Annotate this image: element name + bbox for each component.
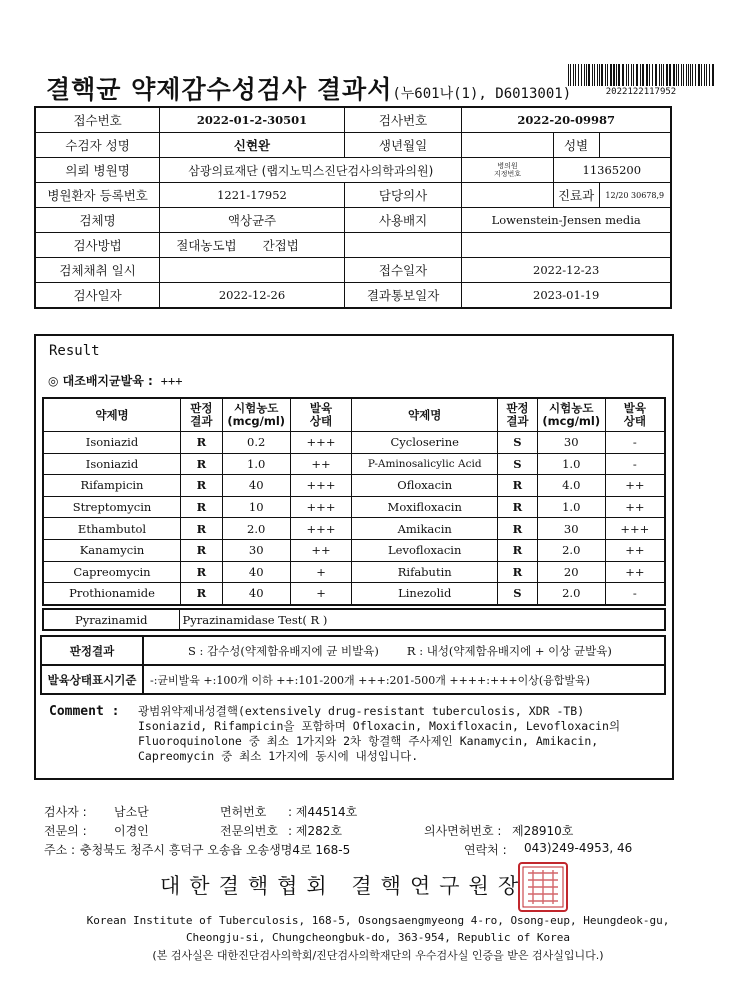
barcode-bar	[690, 64, 691, 86]
barcode-bar	[649, 64, 650, 86]
drug-conc: 20	[537, 561, 605, 583]
barcode-bar	[692, 64, 693, 86]
drug-result: S	[498, 453, 538, 475]
result-title: Result	[49, 343, 100, 359]
barcode-bar	[631, 64, 632, 86]
drug-conc: 30	[537, 432, 605, 454]
barcode-bar	[607, 64, 608, 86]
specimen: 액상균주	[160, 208, 345, 233]
official-seal-stamp	[518, 862, 568, 912]
barcode-bar	[709, 64, 710, 86]
drug-conc: 30	[537, 518, 605, 540]
patient-name-label: 수검자 성명	[35, 133, 160, 158]
drug-result: R	[181, 475, 223, 497]
specimen-label: 검체명	[35, 208, 160, 233]
barcode-bar	[640, 64, 641, 86]
drug-name: Rifabutin	[352, 561, 498, 583]
growth-legend-label: 발육상태표시기준	[41, 665, 143, 694]
title-text: 결핵균 약제감수성검사 결과서	[46, 75, 393, 104]
comment-label: Comment :	[49, 704, 120, 719]
drug-result: R	[181, 583, 223, 605]
drug-result: R	[181, 453, 223, 475]
drug-growth: +	[290, 561, 352, 583]
institution-no-label	[462, 158, 553, 183]
header-judgment	[498, 398, 538, 432]
drug-conc: 10	[222, 496, 290, 518]
patient-name: 신현완	[160, 133, 345, 158]
drug-result: R	[181, 518, 223, 540]
doctor	[462, 183, 553, 208]
pyrazinamid-value: Pyrazinamidase Test( R )	[179, 609, 665, 630]
drug-name: Ethambutol	[43, 518, 181, 540]
doctor-license-label: 의사면허번호 :	[424, 824, 502, 838]
drug-result: R	[181, 561, 223, 583]
drug-name: Capreomycin	[43, 561, 181, 583]
drug-growth: ++	[605, 475, 665, 497]
receipt-no: 2022-01-2-30501	[160, 107, 345, 133]
judgment-legend	[143, 636, 665, 665]
drug-name: Linezolid	[352, 583, 498, 605]
drug-table	[42, 397, 666, 606]
license: : 제44514호	[288, 805, 358, 819]
barcode-bar	[673, 64, 675, 86]
judgment-legend-s: S : 감수성(약제함유배지에 균 비발육)	[188, 643, 379, 658]
table-row	[43, 561, 665, 583]
drug-conc: 2.0	[537, 583, 605, 605]
test-date-label: 검사일자	[35, 283, 160, 309]
table-row	[43, 583, 665, 605]
info-row	[35, 283, 671, 309]
drug-conc: 1.0	[537, 453, 605, 475]
barcode-bar	[586, 64, 587, 86]
test-no: 2022-20-09987	[462, 107, 671, 133]
barcode-bar	[610, 64, 612, 86]
institution-name: 대한결핵협회 결핵연구원장	[160, 874, 528, 898]
judgment-legend-r: R : 내성(약제함유배지에 + 이상 균발육)	[406, 643, 612, 658]
sex-label: 성별	[553, 133, 599, 158]
legend-table	[40, 635, 666, 695]
receipt-date: 2022-12-23	[462, 258, 671, 283]
comment-line: Fluoroquinolone 중 최소 1가지와 2차 항결핵 주사제인 Kanamycin, Amikacin,	[138, 734, 599, 748]
english-address-line: Cheongju-si, Chungcheongbuk-do, 363-954, Republic of Korea	[185, 931, 571, 944]
drug-conc: 4.0	[537, 475, 605, 497]
barcode-bar	[581, 64, 582, 86]
header-line: 결과	[190, 414, 213, 428]
comment-line: Capreomycin 중 최소 1가지에 동시에 내성입니다.	[138, 749, 419, 763]
drug-name: P-Aminosalicylic Acid	[352, 453, 498, 475]
info-row	[35, 183, 671, 208]
drug-result: R	[498, 539, 538, 561]
hospital-label: 의뢰 병원명	[35, 158, 160, 183]
drug-name: Cycloserine	[352, 432, 498, 454]
receipt-date-label: 접수일자	[344, 258, 462, 283]
drug-table-header	[43, 398, 665, 432]
header-line: 시험농도	[233, 401, 279, 415]
drug-result: R	[498, 475, 538, 497]
barcode-bar	[681, 64, 682, 86]
drug-conc: 2.0	[537, 539, 605, 561]
barcode-bar	[588, 64, 590, 86]
info-row	[35, 107, 671, 133]
barcode-bar	[570, 64, 571, 86]
barcode-bar	[698, 64, 700, 86]
specialist-no: : 제282호	[288, 824, 342, 838]
table-row	[43, 518, 665, 540]
barcode-bar	[578, 64, 579, 86]
drug-conc: 2.0	[222, 518, 290, 540]
barcode-bar	[618, 64, 620, 86]
drug-conc: 40	[222, 561, 290, 583]
control-growth-label: ◎ 대조배지균발육 :	[48, 374, 153, 388]
specialist-label: 전문의 :	[44, 824, 87, 838]
barcode-bar	[599, 64, 600, 86]
doctor-license: 제28910호	[512, 824, 574, 838]
department: 12/20 30678,9	[599, 183, 671, 208]
barcode-bar	[601, 64, 603, 86]
patient-info-table	[34, 106, 672, 309]
barcode-bar	[622, 64, 624, 86]
info-row	[35, 233, 671, 258]
comment-line: 광범위약제내성결핵(extensively drug-resistant tuberculosis, XDR -TB)	[138, 704, 585, 718]
license-label: 면허번호	[220, 805, 267, 819]
barcode	[566, 64, 716, 86]
growth-legend: -:균비발육 +:100개 이하 ++:101-200개 +++:201-500개 ++++:+++이상(융합발육)	[143, 665, 665, 694]
pyrazinamid-label: Pyrazinamid	[43, 609, 179, 630]
drug-conc: 1.0	[222, 453, 290, 475]
drug-name: Isoniazid	[43, 453, 181, 475]
barcode-bar	[605, 64, 606, 86]
drug-growth: ++	[605, 539, 665, 561]
method-label: 검사방법	[35, 233, 160, 258]
medium: Lowenstein-Jensen media	[462, 208, 671, 233]
hospital: 삼광의료재단 (랩지노믹스진단검사의학과의원)	[160, 158, 462, 183]
test-no-label: 검사번호	[344, 107, 462, 133]
comment-line: Isoniazid, Rifampicin을 포함하며 Ofloxacin, Moxifloxacin, Levofloxacin의	[138, 719, 621, 733]
control-growth	[48, 372, 182, 389]
contact-label: 연락처 :	[464, 843, 507, 857]
barcode-bar	[626, 64, 627, 86]
table-row	[43, 609, 665, 630]
control-growth-value: +++	[160, 374, 183, 388]
table-row	[43, 496, 665, 518]
info-row	[35, 258, 671, 283]
barcode-bar	[688, 64, 689, 86]
drug-result: S	[498, 432, 538, 454]
receipt-no-label: 접수번호	[35, 107, 160, 133]
tester-label: 검사자 :	[44, 805, 87, 819]
test-date: 2022-12-26	[160, 283, 345, 309]
drug-growth: ++	[605, 561, 665, 583]
drug-name: Ofloxacin	[352, 475, 498, 497]
header-line: 발육	[623, 401, 646, 415]
barcode-bar	[666, 64, 668, 86]
barcode-bar	[669, 64, 671, 86]
header-judgment	[181, 398, 223, 432]
document-title	[46, 70, 571, 106]
institution-no-label-line: 지정번호	[493, 170, 521, 178]
table-row	[41, 665, 665, 694]
header-line: 상태	[309, 414, 333, 428]
drug-name: Amikacin	[352, 518, 498, 540]
address-label: 주소 :	[44, 843, 76, 857]
drug-result: R	[181, 432, 223, 454]
barcode-bar	[676, 64, 677, 86]
drug-result: R	[498, 561, 538, 583]
method-2: 간접법	[262, 238, 299, 253]
drug-result: R	[498, 518, 538, 540]
barcode-bar	[568, 64, 569, 86]
drug-conc: 1.0	[537, 496, 605, 518]
header-line: 발육	[309, 401, 333, 415]
judgment-legend-label: 판정결과	[41, 636, 143, 665]
info-row	[35, 158, 671, 183]
barcode-bar	[659, 64, 660, 86]
drug-result: R	[498, 496, 538, 518]
barcode-number: 2022122117952	[605, 87, 677, 97]
barcode-bar	[704, 64, 705, 86]
address: 충청북도 청주시 흥덕구 오송읍 오송생명4로 168-5	[80, 843, 351, 857]
drug-conc: 0.2	[222, 432, 290, 454]
title-code: (누601나(1), D6013001)	[392, 86, 572, 102]
doctor-label: 담당의사	[344, 183, 462, 208]
barcode-bar	[695, 64, 696, 86]
collect-date-label: 검체채취 일시	[35, 258, 160, 283]
barcode-bar	[652, 64, 653, 86]
barcode-bar	[655, 64, 657, 86]
header-line: 판정	[190, 401, 213, 415]
contact: 043)249-4953, 46	[524, 841, 633, 855]
pyrazinamid-row	[42, 608, 666, 631]
drug-growth: -	[605, 453, 665, 475]
empty-cell	[462, 233, 671, 258]
drug-name: Rifampicin	[43, 475, 181, 497]
header-growth	[290, 398, 352, 432]
drug-growth: ++	[290, 539, 352, 561]
registration: 1221-17952	[160, 183, 345, 208]
header-line: (mcg/ml)	[227, 414, 286, 428]
drug-name: Isoniazid	[43, 432, 181, 454]
drug-name: Levofloxacin	[352, 539, 498, 561]
birth	[462, 133, 553, 158]
barcode-bar	[712, 64, 714, 86]
drug-growth: +++	[290, 518, 352, 540]
barcode-bar	[573, 64, 574, 86]
header-drug: 약제명	[352, 398, 498, 432]
barcode-bar	[683, 64, 684, 86]
header-line: 결과	[506, 414, 529, 428]
report-date: 2023-01-19	[462, 283, 671, 309]
barcode-bar	[678, 64, 679, 86]
header-line: 상태	[623, 414, 646, 428]
barcode-bar	[636, 64, 638, 86]
institution-no-label-line: 병의원	[497, 162, 518, 170]
sex	[599, 133, 671, 158]
drug-growth: +++	[290, 475, 352, 497]
barcode-bar	[663, 64, 664, 86]
barcode-bar	[628, 64, 629, 86]
english-address-line: Korean Institute of Tuberculosis, 168-5, Osongsaengmyeong 4-ro, Osong-eup, Heungdeok-gu,	[86, 914, 670, 927]
tester: 남소단	[114, 805, 149, 819]
report-date-label: 결과통보일자	[344, 283, 462, 309]
header-line: 판정	[506, 401, 529, 415]
registration-label: 병원환자 등록번호	[35, 183, 160, 208]
header-drug: 약제명	[43, 398, 181, 432]
barcode-bar	[633, 64, 634, 86]
barcode-bar	[584, 64, 585, 86]
drug-growth: +	[290, 583, 352, 605]
birth-label: 생년월일	[344, 133, 462, 158]
department-label: 진료과	[553, 183, 599, 208]
certification-note: (본 검사실은 대한진단검사의학회/진단검사의학재단의 우수검사실 인증을 받은 검사실입니다.)	[152, 949, 604, 962]
drug-conc: 30	[222, 539, 290, 561]
header-line: 시험농도	[549, 401, 594, 415]
drug-name: Streptomycin	[43, 496, 181, 518]
barcode-bar	[701, 64, 702, 86]
barcode-bar	[686, 64, 687, 86]
barcode-bar	[594, 64, 595, 86]
header-line: (mcg/ml)	[542, 414, 601, 428]
table-row	[43, 475, 665, 497]
drug-result: S	[498, 583, 538, 605]
drug-conc: 40	[222, 475, 290, 497]
table-row	[43, 453, 665, 475]
barcode-bar	[642, 64, 644, 86]
barcode-bar	[646, 64, 648, 86]
drug-growth: +++	[290, 432, 352, 454]
info-row	[35, 208, 671, 233]
barcode-bar	[706, 64, 707, 86]
medium-label: 사용배지	[344, 208, 462, 233]
method	[160, 233, 345, 258]
method-1: 절대농도법	[176, 238, 237, 253]
barcode-bar	[616, 64, 617, 86]
drug-name: Moxifloxacin	[352, 496, 498, 518]
specialist-no-label: 전문의번호	[220, 824, 278, 838]
drug-growth: -	[605, 583, 665, 605]
barcode-bar	[592, 64, 593, 86]
header-growth	[605, 398, 665, 432]
table-row	[43, 539, 665, 561]
drug-result: R	[181, 496, 223, 518]
drug-conc: 40	[222, 583, 290, 605]
header-conc	[222, 398, 290, 432]
institution-no: 11365200	[553, 158, 671, 183]
empty-cell	[344, 233, 462, 258]
drug-name: Kanamycin	[43, 539, 181, 561]
drug-growth: +++	[605, 518, 665, 540]
table-row	[41, 636, 665, 665]
barcode-bar	[661, 64, 662, 86]
comment-text	[138, 704, 658, 764]
drug-name: Prothionamide	[43, 583, 181, 605]
drug-result: R	[181, 539, 223, 561]
barcode-bar	[613, 64, 615, 86]
table-row	[43, 432, 665, 454]
barcode-bar	[575, 64, 576, 86]
info-row	[35, 133, 671, 158]
header-conc	[537, 398, 605, 432]
collect-date	[160, 258, 345, 283]
barcode-bar	[597, 64, 598, 86]
drug-growth: ++	[605, 496, 665, 518]
drug-growth: -	[605, 432, 665, 454]
english-address	[30, 912, 726, 946]
specialist: 이경인	[114, 824, 149, 838]
drug-growth: ++	[290, 453, 352, 475]
drug-growth: +++	[290, 496, 352, 518]
